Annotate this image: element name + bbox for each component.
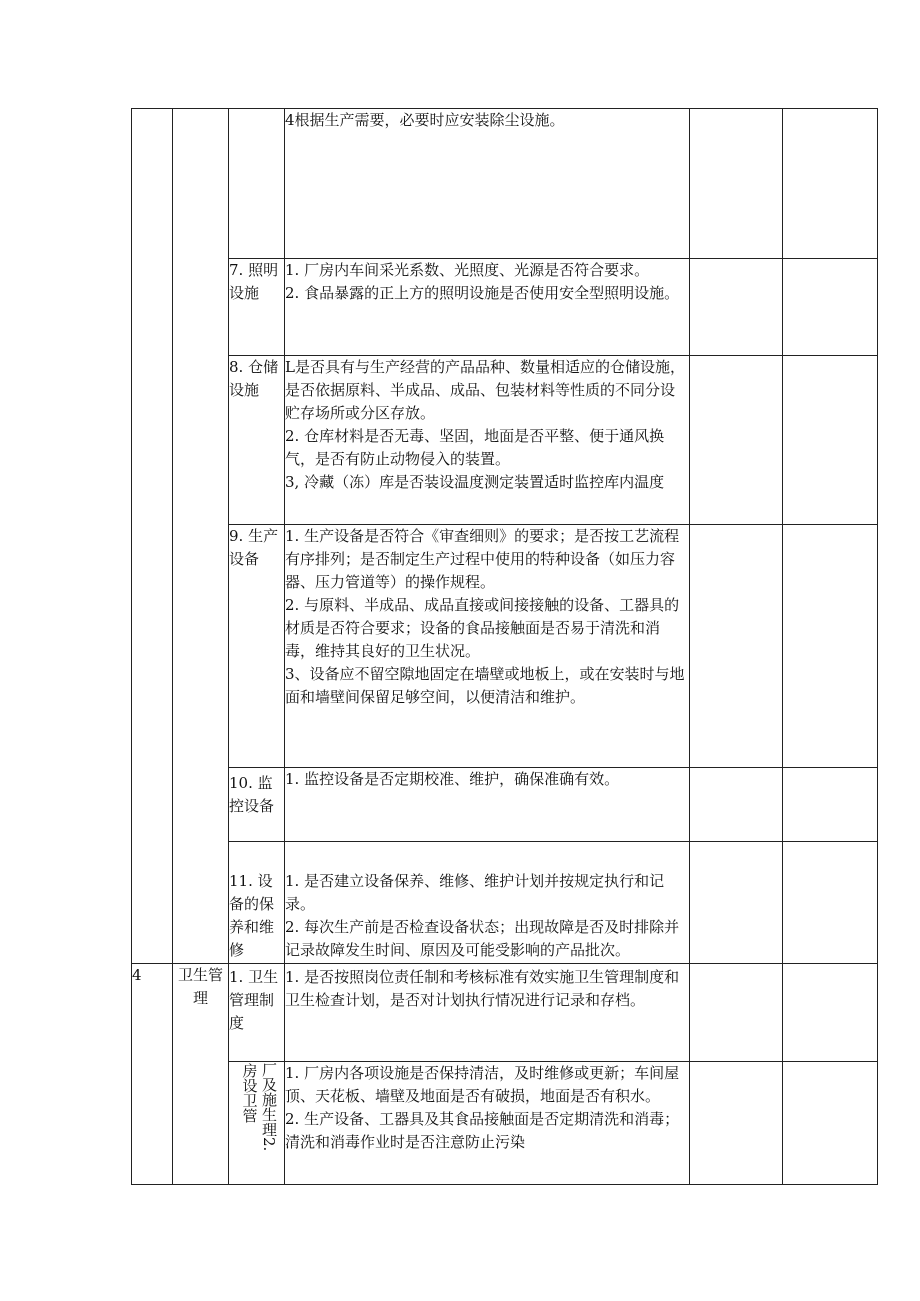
requirement-line: 2. 仓库材料是否无毒、坚固，地面是否平整、便于通风换气，是否有防止动物侵入的装置。 xyxy=(285,427,665,468)
remark-cell xyxy=(783,259,878,356)
remark-cell xyxy=(783,964,878,1062)
section-number-cell xyxy=(132,964,173,1185)
item-cell xyxy=(229,768,285,842)
result-cell xyxy=(690,842,783,964)
requirement-line: 4根据生产需要，必要时应安装除尘设施。 xyxy=(285,111,565,129)
table-row xyxy=(132,768,878,842)
requirement-line: 1. 是否建立设备保养、维修、维护计划并按规定执行和记录。 xyxy=(285,872,665,913)
table-row xyxy=(132,525,878,768)
table-row xyxy=(132,964,878,1062)
result-cell xyxy=(690,259,783,356)
requirement-line: 2. 生产设备、工器具及其食品接触面是否定期清洗和消毒；清洗和消毒作业时是否注意防止污染 xyxy=(285,1110,680,1151)
item-cell xyxy=(229,356,285,525)
result-cell xyxy=(690,356,783,525)
requirement-cell xyxy=(285,842,690,964)
requirement-cell xyxy=(285,109,690,259)
remark-cell xyxy=(783,109,878,259)
item-cell xyxy=(229,842,285,964)
item-cell xyxy=(229,525,285,768)
requirement-cell xyxy=(285,1062,690,1185)
item-label: 11. 设备的保养和维修 xyxy=(229,872,275,959)
requirement-line: 2. 食品暴露的正上方的照明设施是否使用安全型照明设施。 xyxy=(285,284,680,302)
result-cell xyxy=(690,964,783,1062)
inspection-table xyxy=(131,108,878,1185)
requirement-cell xyxy=(285,259,690,356)
item-label-right: 厂及施生理2. xyxy=(260,1062,278,1152)
requirement-line: 1. 生产设备是否符合《审查细则》的要求；是否按工艺流程有序排列；是否制定生产过程中使用的特种设备（如压力容器、压力管道等）的操作规程。 xyxy=(285,527,680,591)
remark-cell xyxy=(783,768,878,842)
remark-cell xyxy=(783,842,878,964)
table-row xyxy=(132,356,878,525)
category-cell xyxy=(173,109,229,964)
requirement-line: 1. 厂房内车间采光系数、光照度、光源是否符合要求。 xyxy=(285,261,650,279)
item-cell xyxy=(229,964,285,1062)
item-label-left: 房设卫管 xyxy=(242,1062,258,1125)
section-number-cell xyxy=(132,109,173,964)
requirement-cell xyxy=(285,768,690,842)
item-cell xyxy=(229,259,285,356)
item-cell xyxy=(229,109,285,259)
table-row xyxy=(132,1062,878,1185)
table-row xyxy=(132,842,878,964)
requirement-line: 2. 每次生产前是否检查设备状态；出现故障是否及时排除并记录故障发生时间、原因及可能受影响的产品批次。 xyxy=(285,918,680,959)
requirement-cell xyxy=(285,356,690,525)
item-label: 10. 监控设备 xyxy=(229,774,275,815)
category-label: 卫生管理 xyxy=(177,966,223,1007)
remark-cell xyxy=(783,356,878,525)
remark-cell xyxy=(783,1062,878,1185)
requirement-line: 1. 监控设备是否定期校准、维护，确保准确有效。 xyxy=(285,770,620,788)
result-cell xyxy=(690,768,783,842)
item-label: 1. 卫生管理制度 xyxy=(229,968,279,1032)
requirement-cell xyxy=(285,525,690,768)
result-cell xyxy=(690,525,783,768)
requirement-line: 1. 厂房内各项设施是否保持清洁，及时维修或更新；车间屋顶、天花板、墙壁及地面是否有破损，地面是否有积水。 xyxy=(285,1064,680,1105)
result-cell xyxy=(690,1062,783,1185)
remark-cell xyxy=(783,525,878,768)
requirement-line: 3、设备应不留空隙地固定在墙壁或地板上，或在安装时与地面和墙壁间保留足够空间，以便清洁和维护。 xyxy=(285,665,685,706)
table-row xyxy=(132,109,878,259)
item-label: 8. 仓储设施 xyxy=(229,358,279,399)
item-cell xyxy=(229,1062,285,1185)
item-label: 7. 照明设施 xyxy=(229,261,279,302)
requirement-line: 1. 是否按照岗位责任制和考核标准有效实施卫生管理制度和卫生检查计划，是否对计划执行情况进行记录和存档。 xyxy=(285,968,680,1009)
category-cell xyxy=(173,964,229,1185)
table-row xyxy=(132,259,878,356)
requirement-line: 2. 与原料、半成品、成品直接或间接接触的设备、工器具的材质是否符合要求；设备的食品接触面是否易于清洗和消毒，维持其良好的卫生状况。 xyxy=(285,596,680,660)
requirement-line: 3, 冷藏（冻）库是否装设温度测定装置适时监控库内温度 xyxy=(285,473,665,491)
requirement-line: L是否具有与生产经营的产品品种、数量相适应的仓储设施，是否依据原料、半成品、成品、包装材料等性质的不同分设贮存场所或分区存放。 xyxy=(285,358,685,422)
requirement-cell xyxy=(285,964,690,1062)
result-cell xyxy=(690,109,783,259)
item-label: 9. 生产设备 xyxy=(229,527,279,568)
section-number: 4 xyxy=(132,966,142,984)
